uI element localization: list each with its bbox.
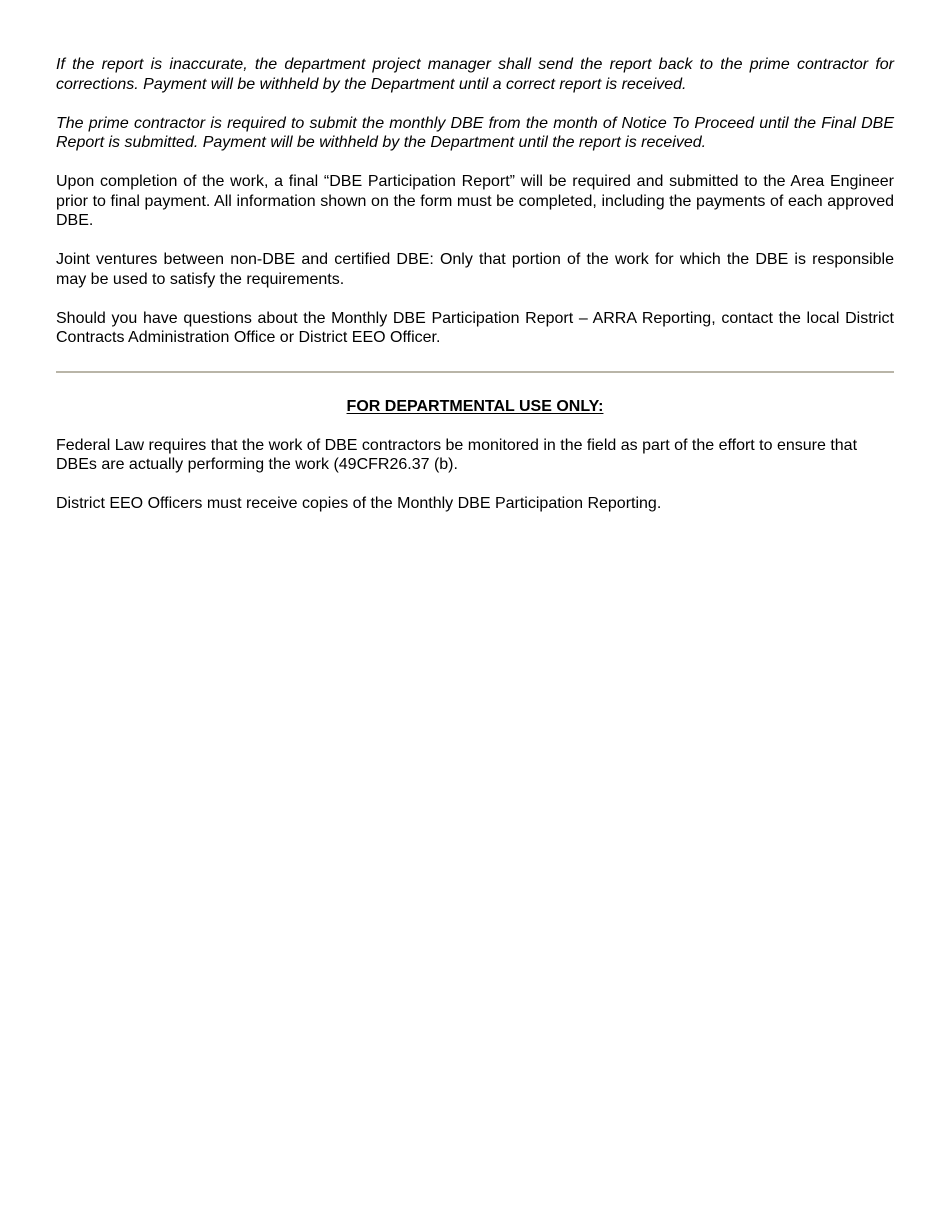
federal-law-paragraph: Federal Law requires that the work of DBE contractors be monitored in the field as part of the effort to ensure that DBEs are actually performing the work (49CFR26.37 (b).: [56, 436, 858, 473]
monthly-submission-paragraph: The prime contractor is required to submit the monthly DBE from the month of Notice To Proceed until the Final DBE Report is submitted. Payment will be withheld by the Department until the report is received.: [56, 114, 894, 151]
section-divider: [56, 371, 894, 373]
questions-contact-paragraph: Should you have questions about the Monthly DBE Participation Report – ARRA Reporting, contact the local District Contracts Administration Office or District EEO Officer.: [56, 309, 894, 346]
departmental-use-heading: FOR DEPARTMENTAL USE ONLY:: [346, 397, 604, 415]
eeo-officers-paragraph: District EEO Officers must receive copies of the Monthly DBE Participation Reporting.: [56, 495, 662, 512]
inaccurate-report-paragraph: If the report is inaccurate, the department project manager shall send the report back to the prime contractor for corrections. Payment will be withheld by the Department until a correct report is received.: [56, 56, 894, 93]
joint-ventures-paragraph: Joint ventures between non-DBE and certified DBE: Only that portion of the work for which the DBE is responsible may be used to satisfy the requirements.: [56, 251, 894, 288]
final-report-paragraph: Upon completion of the work, a final “DBE Participation Report” will be required and submitted to the Area Engineer prior to final payment. All information shown on the form must be completed, including the payments of each approved DBE.: [56, 173, 894, 229]
